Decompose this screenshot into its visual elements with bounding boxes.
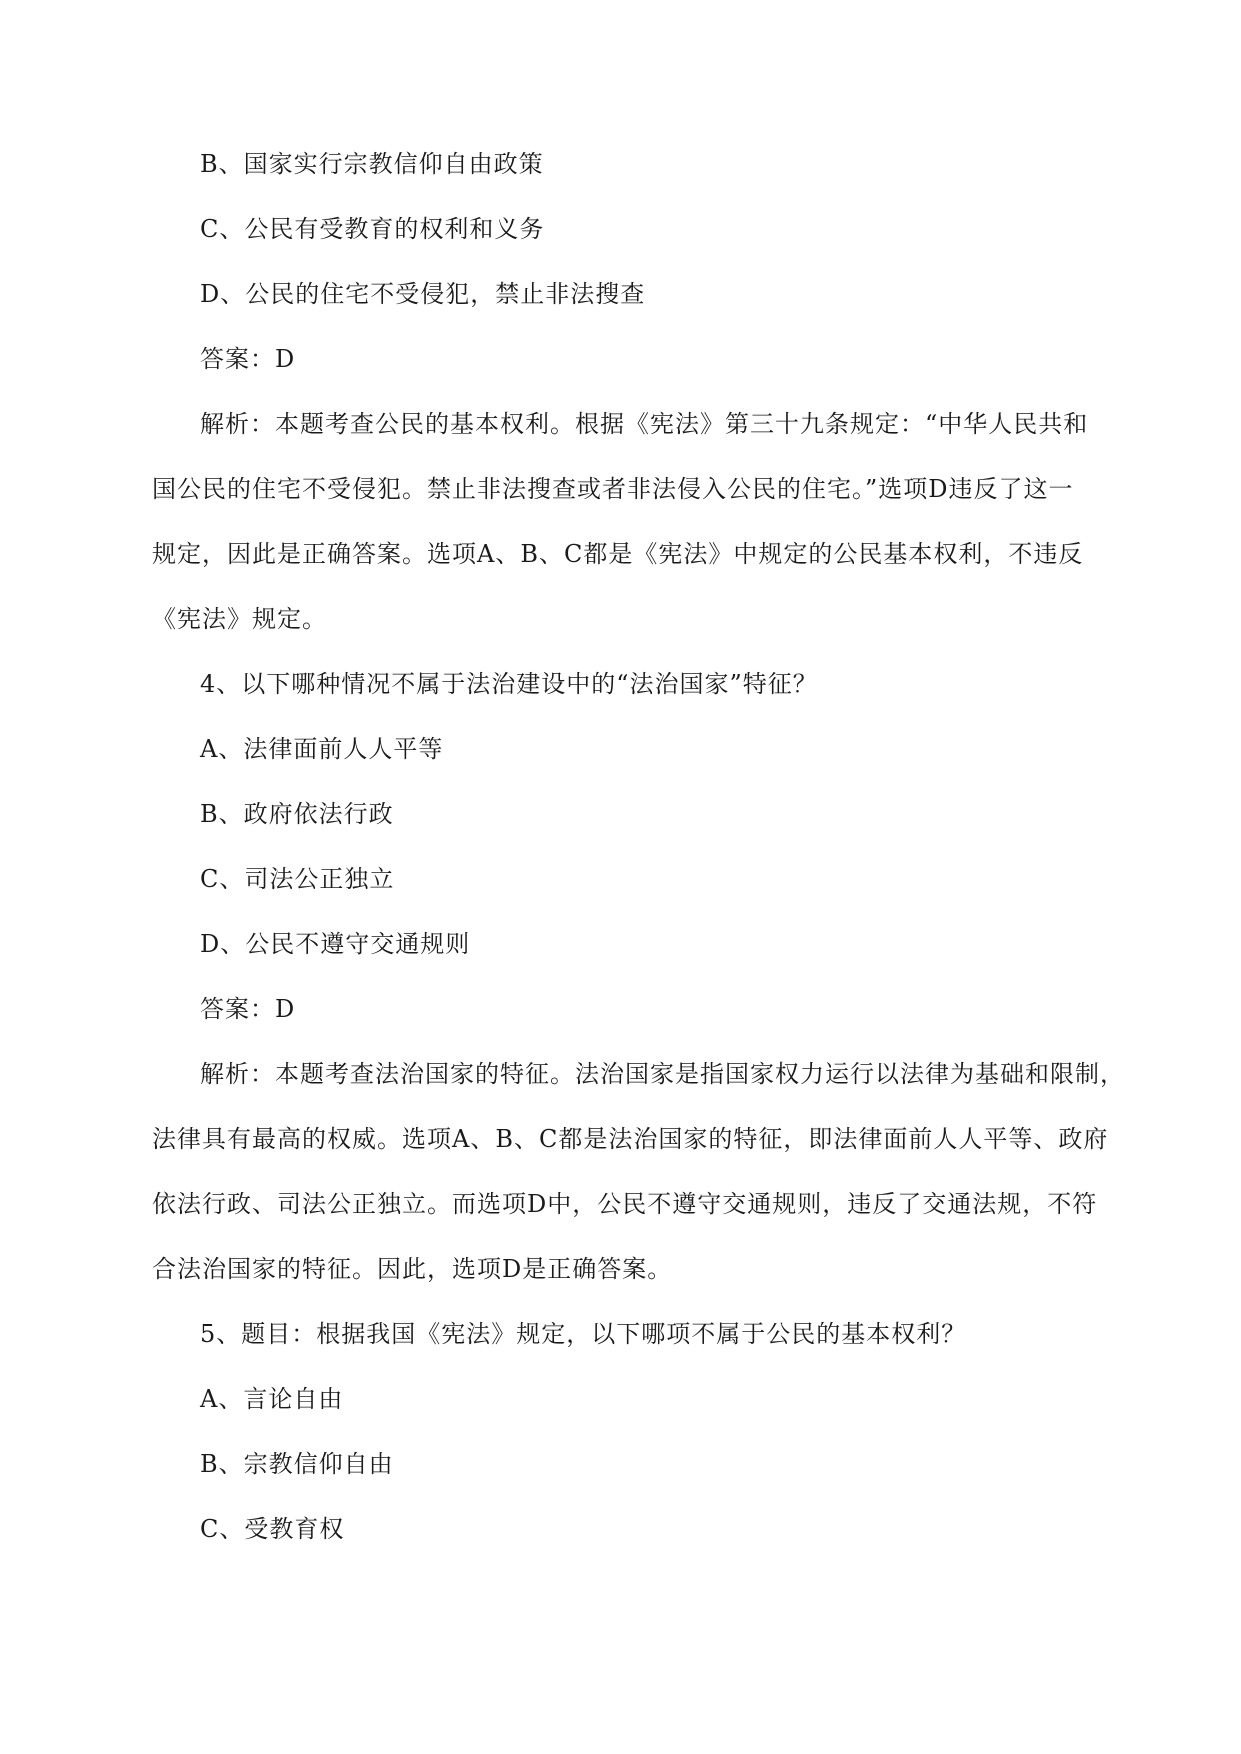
q4-answer: 答案：D — [200, 995, 296, 1023]
q3-option-c: C、公民有受教育的权利和义务 — [200, 215, 545, 243]
q3-answer: 答案：D — [200, 345, 296, 373]
q5-option-b: B、宗教信仰自由 — [200, 1450, 394, 1478]
q3-option-d: D、公民的住宅不受侵犯，禁止非法搜查 — [200, 280, 646, 308]
q4-analysis-line-2: 法律具有最高的权威。选项A、B、C都是法治国家的特征，即法律面前人人平等、政府 — [152, 1125, 1109, 1153]
q3-analysis-line-4: 《宪法》规定。 — [152, 605, 327, 633]
q3-analysis-line-3: 规定，因此是正确答案。选项A、B、C都是《宪法》中规定的公民基本权利，不违反 — [152, 540, 1084, 568]
q4-analysis-line-1: 解析：本题考查法治国家的特征。法治国家是指国家权力运行以法律为基础和限制， — [200, 1060, 1125, 1088]
q3-analysis-line-1: 解析：本题考查公民的基本权利。根据《宪法》第三十九条规定：“中华人民共和 — [200, 410, 1089, 438]
q4-analysis-line-4: 合法治国家的特征。因此，选项D是正确答案。 — [152, 1255, 673, 1283]
q5-question: 5、题目：根据我国《宪法》规定，以下哪项不属于公民的基本权利？ — [200, 1320, 967, 1348]
q4-option-a: A、法律面前人人平等 — [200, 735, 444, 763]
q4-analysis-line-3: 依法行政、司法公正独立。而选项D中，公民不遵守交通规则，违反了交通法规，不符 — [152, 1190, 1098, 1218]
q3-option-b: B、国家实行宗教信仰自由政策 — [200, 150, 544, 178]
q4-option-b: B、政府依法行政 — [200, 800, 394, 828]
q3-analysis-line-2: 国公民的住宅不受侵犯。禁止非法搜查或者非法侵入公民的住宅。”选项D违反了这一 — [152, 475, 1074, 503]
q5-option-a: A、言论自由 — [200, 1385, 344, 1413]
q4-option-c: C、司法公正独立 — [200, 865, 395, 893]
q5-option-c: C、受教育权 — [200, 1515, 345, 1543]
q4-option-d: D、公民不遵守交通规则 — [200, 930, 471, 958]
q4-question: 4、以下哪种情况不属于法治建设中的“法治国家”特征？ — [200, 670, 818, 698]
